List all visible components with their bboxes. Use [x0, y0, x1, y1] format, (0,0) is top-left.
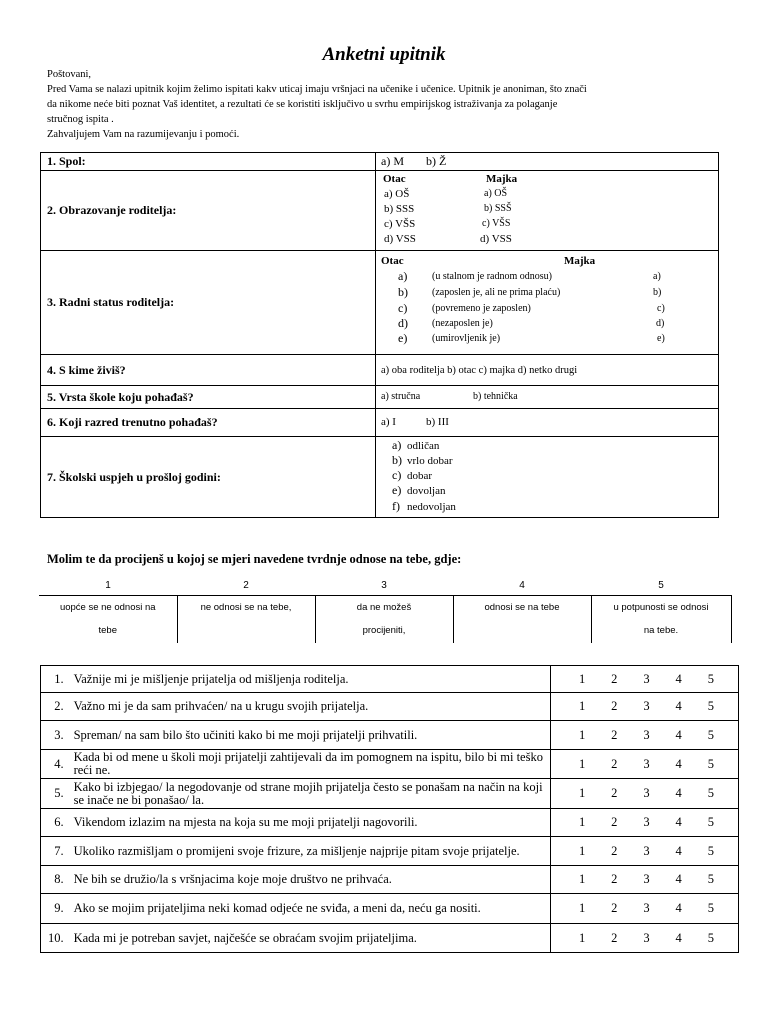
q7-letter-d[interactable]: e)	[392, 483, 402, 497]
q3-text-c: (povremeno je zaposlen)	[432, 303, 531, 314]
intro-text	[47, 67, 727, 142]
statement-scale	[550, 809, 738, 837]
statement-scale	[550, 721, 738, 750]
q5-label: 5. Vrsta škole koju pohađaš?	[41, 386, 376, 409]
scale-option-1[interactable]: 1	[578, 727, 586, 742]
q3-text-e: (umirovljenik je)	[432, 333, 501, 344]
statement-number: 6.	[41, 809, 69, 837]
statement-number: 8.	[41, 866, 69, 894]
statement-number: 7.	[41, 837, 69, 866]
statement-scale	[550, 924, 738, 953]
scale-option-2[interactable]: 2	[611, 930, 618, 945]
scale-number-2: 2	[177, 575, 315, 596]
table-row	[41, 750, 739, 779]
scale-option-5[interactable]: 5	[707, 756, 714, 771]
scale-option-1[interactable]: 1	[578, 815, 586, 829]
scale-option-4[interactable]: 4	[675, 671, 682, 686]
scale-option-3[interactable]: 3	[643, 930, 650, 945]
q7-answer	[376, 437, 719, 518]
scale-option-3[interactable]: 3	[643, 786, 650, 800]
scale-option-5[interactable]: 5	[707, 872, 714, 886]
scale-option-1[interactable]: 1	[578, 901, 586, 915]
statement-number: 3.	[41, 721, 69, 750]
q3-mother-e[interactable]: e)	[657, 333, 665, 344]
q4-label: 4. S kime živiš?	[41, 355, 376, 386]
scale-option-5[interactable]: 5	[707, 699, 714, 713]
q5-option-a[interactable]: a) stručna	[381, 391, 421, 402]
q3-col-father: Otac	[381, 255, 404, 267]
q5-option-b[interactable]: b) tehnička	[473, 391, 518, 402]
q3-mother-d[interactable]: d)	[656, 318, 665, 329]
scale-option-1[interactable]: 1	[578, 930, 586, 945]
q7-letter-a[interactable]: a)	[392, 438, 402, 452]
q2-father-d[interactable]: d) VSS	[384, 233, 416, 245]
scale-label-2: ne odnosi se na tebe,	[177, 596, 315, 644]
q4-answer[interactable]: a) oba roditelja b) otac c) majka d) netko drugi	[376, 355, 719, 386]
table-row	[41, 693, 739, 721]
rating-instruction: Molim te da procijenš u kojoj se mjeri navedene tvrdnje odnose na tebe, gdje:	[47, 552, 462, 566]
scale-option-5[interactable]: 5	[707, 815, 714, 829]
scale-option-3[interactable]: 3	[643, 699, 650, 713]
statement-scale	[550, 693, 738, 721]
intro-line-1: Pred Vama se nalazi upitnik kojim želimo ispitati kakv uticaj imaju vršnjaci na učenike i učenice. Upitnik je anoniman, što znači	[47, 84, 587, 95]
scale-option-2[interactable]: 2	[611, 756, 618, 771]
statement-number: 5.	[41, 779, 69, 809]
q6-option-b[interactable]: b) III	[426, 416, 449, 428]
q6-label: 6. Koji razred trenutno pohađaš?	[41, 409, 376, 437]
q2-father-b[interactable]: b) SSS	[384, 203, 415, 215]
q3-letter-e[interactable]: e)	[398, 331, 408, 345]
q3-mother-c[interactable]: c)	[657, 303, 665, 314]
scale-option-5[interactable]: 5	[707, 930, 714, 945]
scale-option-4[interactable]: 4	[675, 872, 682, 886]
q7-label: 7. Školski uspjeh u prošloj godini:	[41, 437, 376, 518]
q7-text-f: nedovoljan	[407, 501, 456, 513]
statement-text: Vikendom izlazim na mjesta na koja su me moji prijatelji nagovorili.	[69, 809, 551, 837]
q3-letter-d[interactable]: d)	[398, 316, 408, 330]
statement-text: Važnije mi je mišljenje prijatelja od mišljenja roditelja.	[69, 666, 551, 693]
table-row	[41, 866, 739, 894]
table-row	[41, 837, 739, 866]
scale-label-5: u potpunosti se odnosi na tebe.	[591, 596, 731, 644]
q3-col-mother: Majka	[564, 255, 596, 267]
q7-text-c: dobar	[407, 470, 433, 482]
table-row	[41, 666, 739, 693]
scale-option-2[interactable]: 2	[611, 901, 618, 915]
statement-number: 2.	[41, 693, 69, 721]
scale-option-3[interactable]: 3	[643, 815, 650, 829]
q2-mother-c[interactable]: c) VŠS	[482, 218, 511, 229]
statement-number: 4.	[41, 750, 69, 779]
scale-option-3[interactable]: 3	[643, 671, 650, 686]
table-row	[41, 809, 739, 837]
thanks-line: Zahvaljujem Vam na razumijevanju i pomoći.	[47, 129, 240, 140]
scale-number-3: 3	[315, 575, 453, 596]
statement-number: 1.	[41, 666, 69, 693]
q2-father-a[interactable]: a) OŠ	[384, 188, 410, 200]
intro-line-3: stručnog ispita .	[47, 114, 114, 125]
scale-label-1: uopće se ne odnosi na tebe	[59, 602, 156, 636]
statement-text: Kada bi od mene u školi moji prijatelji zahtijevali da im pomognem na ispitu, bilo bi mi teško reći ne.	[69, 750, 551, 779]
q3-letter-a[interactable]: a)	[398, 269, 408, 283]
table-row	[41, 779, 739, 809]
statement-text: Ako se mojim prijateljima neki komad odjeće ne sviđa, a meni da, neću ga nositi.	[69, 894, 551, 924]
scale-option-2[interactable]: 2	[611, 786, 618, 800]
q3-mother-a[interactable]: a)	[653, 271, 661, 282]
scale-option-2[interactable]: 2	[611, 727, 618, 742]
statement-text: Ne bih se družio/la s vršnjacima koje moje društvo ne prihvaća.	[69, 866, 551, 894]
q2-label: 2. Obrazovanje roditelja:	[41, 171, 376, 251]
scale-option-3[interactable]: 3	[643, 727, 650, 742]
q7-letter-f[interactable]: f)	[392, 499, 400, 513]
q2-col-father: Otac	[383, 173, 406, 185]
scale-label-3: da ne možeš procijeniti,	[315, 596, 453, 644]
scale-option-4[interactable]: 4	[675, 930, 682, 945]
q3-letter-c[interactable]: c)	[398, 301, 408, 315]
statement-scale	[550, 837, 738, 866]
table-row	[41, 721, 739, 750]
q3-label: 3. Radni status roditelja:	[41, 251, 376, 355]
scale-number-1: 1	[39, 575, 177, 596]
scale-option-3[interactable]: 3	[643, 843, 650, 858]
q5-answer	[376, 386, 719, 409]
demographics-table	[40, 152, 719, 518]
q2-father-c[interactable]: c) VŠS	[384, 218, 416, 230]
statement-text: Ukoliko razmišljam o promijeni svoje frizure, za mišljenje najprije pitam svoje prijatelje.	[69, 837, 551, 866]
scale-option-1[interactable]: 1	[578, 872, 586, 886]
scale-option-1[interactable]: 1	[578, 843, 586, 858]
statement-text: Važno mi je da sam prihvaćen/ na u krugu svojih prijatelja.	[69, 693, 551, 721]
scale-option-4[interactable]: 4	[675, 786, 682, 800]
statement-scale	[550, 894, 738, 924]
q7-text-b: vrlo dobar	[407, 455, 453, 467]
statement-text: Kako bi izbjegao/ la negodovanje od strane mojih prijatelja često se ponašam na način na koji se inače ne bi ponašao/ la.	[69, 779, 551, 809]
scale-option-4[interactable]: 4	[675, 901, 682, 915]
scale-option-3[interactable]: 3	[643, 901, 650, 915]
q1-label: 1. Spol:	[41, 153, 376, 171]
scale-option-4[interactable]: 4	[675, 843, 682, 858]
q7-text-d: dovoljan	[407, 485, 446, 497]
statements-table	[40, 665, 739, 953]
scale-option-5[interactable]: 5	[707, 727, 714, 742]
statement-number: 10.	[41, 924, 69, 953]
scale-option-5[interactable]: 5	[707, 671, 714, 686]
page-title: Anketni upitnik	[322, 44, 446, 65]
scale-option-4[interactable]: 4	[675, 699, 682, 713]
scale-option-5[interactable]: 5	[707, 901, 714, 915]
q6-option-a[interactable]: a) I	[381, 416, 396, 428]
q7-text-a: odličan	[407, 440, 440, 452]
scale-option-5[interactable]: 5	[707, 786, 714, 800]
statement-scale	[550, 866, 738, 894]
scale-option-3[interactable]: 3	[643, 756, 650, 771]
statement-number: 9.	[41, 894, 69, 924]
q3-text-b: (zaposlen je, ali ne prima plaću)	[432, 287, 561, 298]
scale-option-1[interactable]: 1	[578, 756, 586, 771]
statement-scale	[550, 779, 738, 809]
q2-mother-a[interactable]: a) OŠ	[484, 188, 508, 199]
q6-answer	[376, 409, 719, 437]
scale-option-4[interactable]: 4	[675, 815, 682, 829]
scale-option-3[interactable]: 3	[643, 872, 650, 886]
q3-letter-b[interactable]: b)	[398, 285, 408, 299]
q3-text-d: (nezaposlen je)	[432, 318, 493, 329]
scale-option-2[interactable]: 2	[611, 843, 618, 858]
table-row	[41, 894, 739, 924]
scale-option-2[interactable]: 2	[611, 699, 618, 713]
q1-option-a[interactable]: a) M	[381, 154, 404, 168]
scale-number-4: 4	[453, 575, 591, 596]
q7-letter-c[interactable]: c)	[392, 468, 402, 482]
scale-option-2[interactable]: 2	[611, 872, 618, 886]
q2-mother-d[interactable]: d) VSS	[480, 233, 512, 245]
scale-option-1[interactable]: 1	[578, 671, 586, 686]
statement-text: Spreman/ na sam bilo što učiniti kako bi me moji prijatelji prihvatili.	[69, 721, 551, 750]
scale-option-4[interactable]: 4	[675, 727, 682, 742]
scale-option-2[interactable]: 2	[611, 815, 618, 829]
scale-option-2[interactable]: 2	[611, 671, 618, 686]
q7-letter-b[interactable]: b)	[392, 453, 402, 467]
q2-col-mother: Majka	[486, 173, 518, 185]
scale-option-5[interactable]: 5	[707, 843, 714, 858]
scale-option-1[interactable]: 1	[578, 699, 586, 713]
q1-option-b[interactable]: b) Ž	[426, 154, 447, 168]
q2-mother-b[interactable]: b) SSŠ	[484, 203, 512, 214]
statement-scale	[550, 666, 738, 693]
scale-label-4: odnosi se na tebe	[453, 596, 591, 644]
intro-line-2: da nikome neće biti poznat Vaš identitet, a rezultati će se koristiti isključivo u svrhu empirijskog istraživanja za polaganje	[47, 99, 558, 110]
statement-scale	[550, 750, 738, 779]
table-row	[41, 924, 739, 953]
q3-mother-b[interactable]: b)	[653, 287, 662, 298]
scale-number-5: 5	[591, 575, 731, 596]
scale-legend	[39, 575, 732, 643]
q3-answer	[376, 251, 719, 355]
scale-option-4[interactable]: 4	[675, 756, 682, 771]
scale-option-1[interactable]: 1	[578, 786, 586, 800]
q3-text-a: (u stalnom je radnom odnosu)	[432, 271, 552, 282]
q2-answer	[376, 171, 719, 251]
greeting: Poštovani,	[47, 69, 92, 80]
statement-text: Kada mi je potreban savjet, najčešće se obraćam svojim prijateljima.	[69, 924, 551, 953]
q1-answer	[376, 153, 719, 171]
